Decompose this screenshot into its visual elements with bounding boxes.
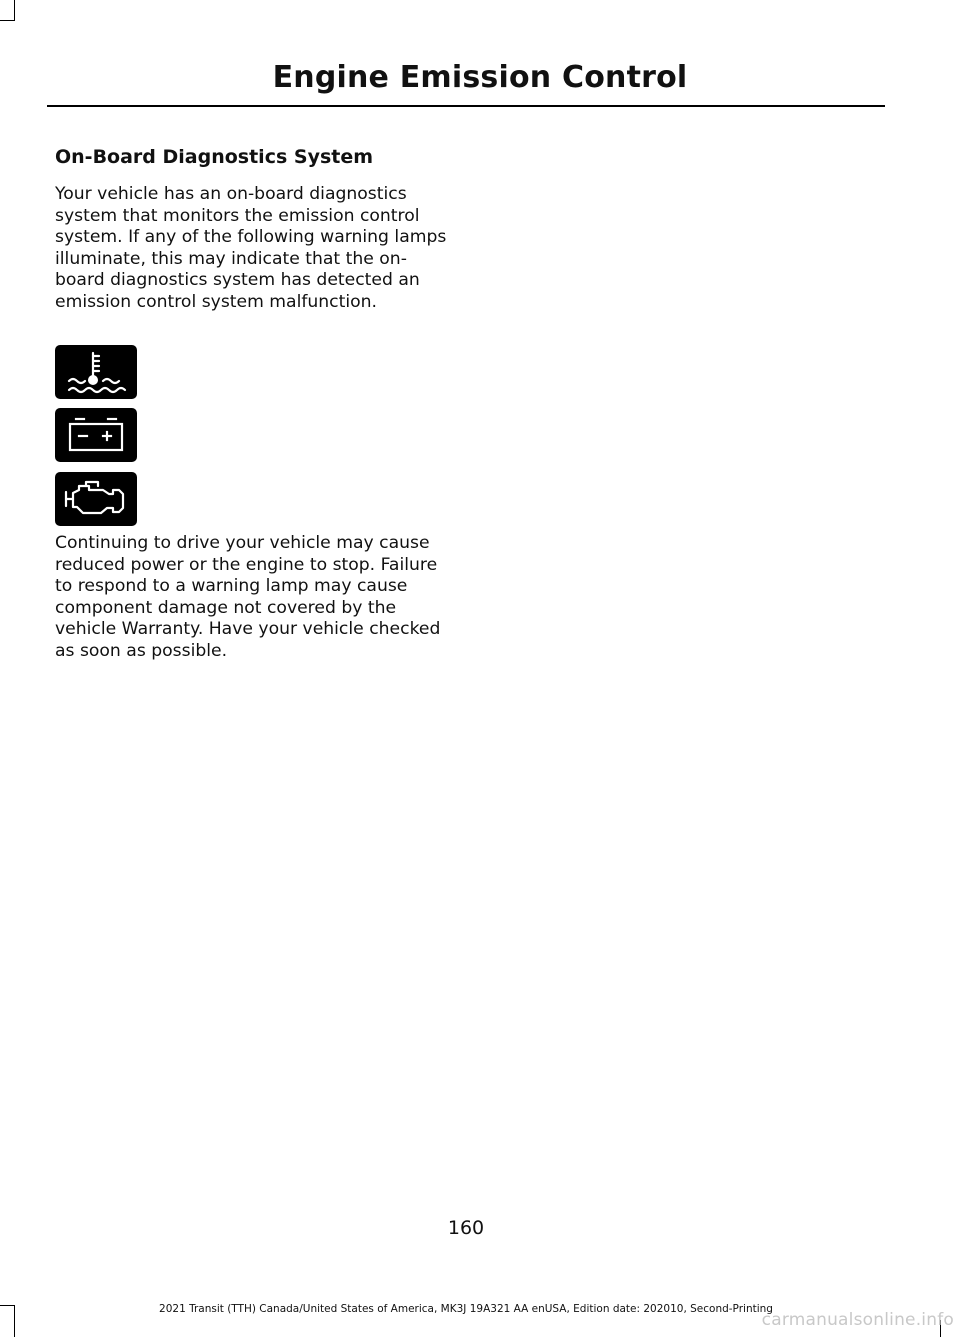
- section-heading: On-Board Diagnostics System: [55, 146, 374, 168]
- watermark: carmanualsonline.info: [761, 1310, 954, 1330]
- edition-footer: 2021 Transit (TTH) Canada/United States of America, MK3J 19A321 AA enUSA, Edition date: 202010, Second-Printing: [159, 1303, 773, 1315]
- crop-mark-top-left-horizontal: [0, 20, 15, 21]
- check-engine-icon: [55, 472, 137, 526]
- engine-coolant-temperature-icon: [55, 345, 137, 399]
- check-engine-warning-lamp: [55, 472, 137, 526]
- coolant-temperature-warning-lamp: [55, 345, 137, 399]
- continuation-paragraph: Continuing to drive your vehicle may cause reduced power or the engine to stop. Failure to respond to a warning lamp may cause component damage not covered by the vehicle Warranty. Have your vehicle checked as soon as possible.: [55, 533, 441, 661]
- page-title: Engine Emission Control: [272, 60, 688, 95]
- header-divider: [47, 105, 885, 107]
- crop-mark-top-left-vertical: [14, 0, 15, 20]
- intro-paragraph: Your vehicle has an on-board diagnostics system that monitors the emission control system. If any of the following warning lamps illuminate, this may indicate that the on-board diagnostics system has detected an emission control system malfunction.: [55, 184, 447, 312]
- page-number: 160: [447, 1217, 485, 1239]
- charging-system-warning-lamp: [55, 408, 137, 462]
- battery-icon: [55, 408, 137, 462]
